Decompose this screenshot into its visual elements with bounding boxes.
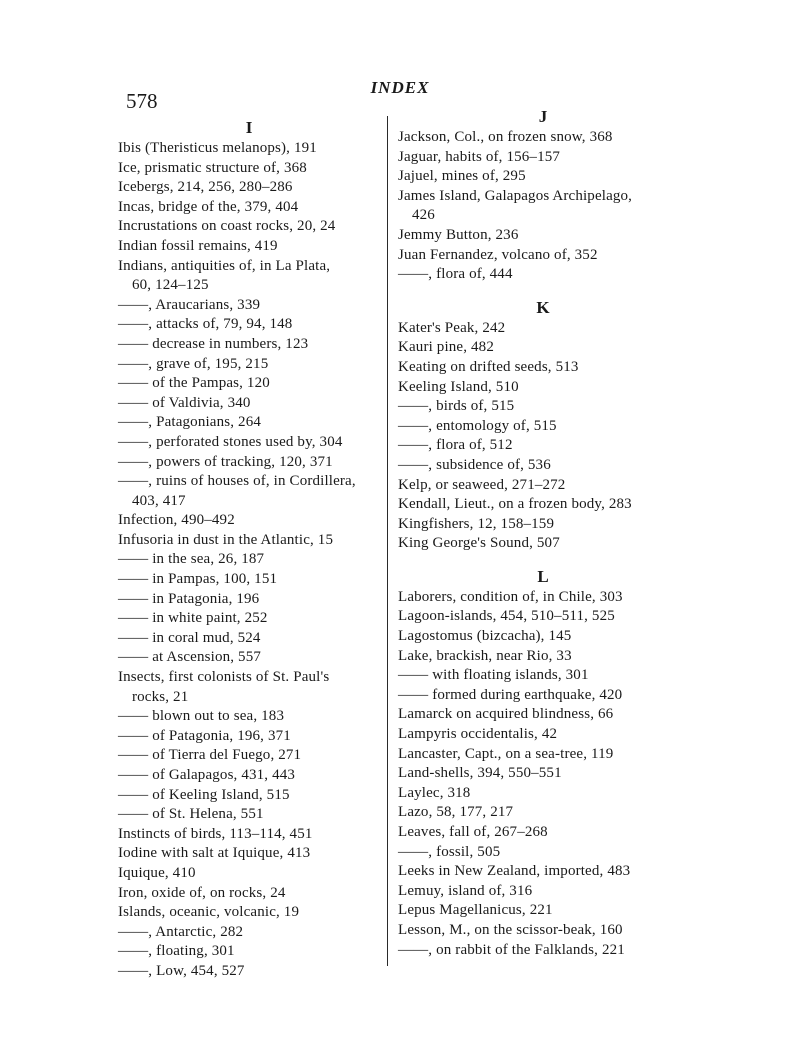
index-entry: ——, subsidence of, 536 <box>398 456 551 473</box>
index-entry: —— of Galapagos, 431, 443 <box>118 767 296 783</box>
index-entry: —— of Keeling Island, 515 <box>118 786 290 803</box>
index-entry: —— in coral mud, 524 <box>118 629 261 646</box>
index-entry: ——, flora of, 512 <box>398 437 513 454</box>
index-entry: ——, birds of, 515 <box>398 398 515 415</box>
index-entry: Iron, oxide of, on rocks, 24 <box>118 884 286 901</box>
index-entry: —— of the Pampas, 120 <box>118 375 270 392</box>
index-entry: Lagostomus (bizcacha), 145 <box>398 628 572 645</box>
index-entry: ——, powers of tracking, 120, 371 <box>118 453 333 470</box>
index-entry: ——, ruins of houses of, in Cordillera, <box>118 473 356 490</box>
index-entry: —— of Tierra del Fuego, 271 <box>118 747 302 764</box>
index-entry: ——, flora of, 444 <box>398 266 513 283</box>
index-entry: Incrustations on coast rocks, 20, 24 <box>118 218 336 235</box>
index-entry: Iquique, 410 <box>118 864 196 881</box>
index-entry: Juan Fernandez, volcano of, 352 <box>398 246 598 263</box>
index-entry: Lake, brackish, near Rio, 33 <box>398 647 572 664</box>
index-entry: ——, fossil, 505 <box>398 843 501 860</box>
index-entry: Lemuy, island of, 316 <box>398 882 533 899</box>
section-letter: I <box>245 118 253 137</box>
index-entry: ——, Araucarians, 339 <box>118 296 261 313</box>
index-entry: ——, Low, 454, 527 <box>118 962 245 979</box>
index-entry: ——, floating, 301 <box>118 943 235 960</box>
section-letter: J <box>538 107 548 126</box>
index-entry: ——, on rabbit of the Falklands, 221 <box>398 941 625 958</box>
index-entry: —— with floating islands, 301 <box>398 667 589 684</box>
index-entry: Kauri pine, 482 <box>398 339 494 356</box>
index-entry: Lagoon-islands, 454, 510–511, 525 <box>398 608 615 625</box>
index-entry: Indians, antiquities of, in La Plata, <box>118 257 331 274</box>
index-entry: —— in the sea, 26, 187 <box>118 551 265 568</box>
index-entry: 403, 417 <box>132 492 186 509</box>
index-entry: —— of Valdivia, 340 <box>118 394 251 411</box>
index-entry: Kingfishers, 12, 158–159 <box>398 515 555 532</box>
index-entry: Land-shells, 394, 550–551 <box>398 765 562 782</box>
index-entry: Jackson, Col., on frozen snow, 368 <box>398 129 613 145</box>
index-entry: ——, perforated stones used by, 304 <box>118 433 343 450</box>
index-entry: Ibis (Theristicus melanops), 191 <box>118 140 317 156</box>
index-entry: Instincts of birds, 113–114, 451 <box>118 825 313 842</box>
index-entry: Lampyris occidentalis, 42 <box>398 726 558 743</box>
index-entry: Islands, oceanic, volcanic, 19 <box>118 904 300 921</box>
index-entry: Keating on drifted seeds, 513 <box>398 358 579 375</box>
index-entry: —— in white paint, 252 <box>118 610 268 627</box>
index-entry: 426 <box>412 207 435 224</box>
index-entry: —— at Ascension, 557 <box>118 649 261 666</box>
index-entry: Lazo, 58, 177, 217 <box>398 804 514 821</box>
index-entry: —— decrease in numbers, 123 <box>118 335 309 352</box>
index-entry: Lamarck on acquired blindness, 66 <box>398 706 614 723</box>
index-entry: Infection, 490–492 <box>118 512 235 529</box>
index-entry: Kelp, or seaweed, 271–272 <box>398 476 566 493</box>
index-entry: Kater's Peak, 242 <box>398 319 506 336</box>
index-entry: Lancaster, Capt., on a sea-tree, 119 <box>398 745 614 762</box>
index-entry: 60, 124–125 <box>132 277 209 294</box>
index-entry: King George's Sound, 507 <box>398 535 560 552</box>
index-entry: Leaves, fall of, 267–268 <box>398 824 548 840</box>
section-letter: L <box>537 566 549 586</box>
index-entry: Lesson, M., on the scissor-beak, 160 <box>398 921 623 938</box>
index-entry: —— of St. Helena, 551 <box>118 806 264 823</box>
index-entry: Laylec, 318 <box>398 784 471 801</box>
index-entry: rocks, 21 <box>132 688 189 705</box>
section-letter: K <box>536 297 550 317</box>
index-entry: —— formed during earthquake, 420 <box>398 686 623 703</box>
index-entry: —— blown out to sea, 183 <box>118 708 285 725</box>
index-entry: Laborers, condition of, in Chile, 303 <box>398 588 623 605</box>
column-divider <box>387 116 388 966</box>
index-column-left <box>118 117 380 982</box>
index-entry: Leeks in New Zealand, imported, 483 <box>398 863 631 880</box>
index-entry: ——, grave of, 195, 215 <box>118 355 269 372</box>
index-entry: Infusoria in dust in the Atlantic, 15 <box>118 531 334 548</box>
page-number: 578 <box>126 89 158 113</box>
index-column-right <box>398 106 688 960</box>
index-entry: —— in Patagonia, 196 <box>118 590 260 607</box>
index-entry: —— of Patagonia, 196, 371 <box>118 727 291 744</box>
running-head: INDEX <box>370 78 430 97</box>
index-entry: James Island, Galapagos Archipelago, <box>398 187 633 204</box>
index-entry: Lepus Magellanicus, 221 <box>398 902 553 919</box>
index-entry: ——, attacks of, 79, 94, 148 <box>118 316 293 333</box>
index-entry: ——, entomology of, 515 <box>398 417 557 434</box>
index-entry: ——, Patagonians, 264 <box>118 414 261 431</box>
index-entry: Jajuel, mines of, 295 <box>398 168 526 185</box>
index-entry: ——, Antarctic, 282 <box>118 923 244 940</box>
index-entry: Icebergs, 214, 256, 280–286 <box>118 179 293 196</box>
index-entry: Jaguar, habits of, 156–157 <box>398 148 561 165</box>
index-entry: Indian fossil remains, 419 <box>118 237 278 254</box>
index-entry: Keeling Island, 510 <box>398 378 519 395</box>
index-entry: Kendall, Lieut., on a frozen body, 283 <box>398 496 632 513</box>
index-entry: Ice, prismatic structure of, 368 <box>118 159 307 176</box>
index-entry: —— in Pampas, 100, 151 <box>118 571 278 588</box>
index-entry: Insects, first colonists of St. Paul's <box>118 669 330 686</box>
index-entry: Incas, bridge of the, 379, 404 <box>118 198 299 215</box>
index-entry: Iodine with salt at Iquique, 413 <box>118 845 311 862</box>
index-entry: Jemmy Button, 236 <box>398 226 519 243</box>
